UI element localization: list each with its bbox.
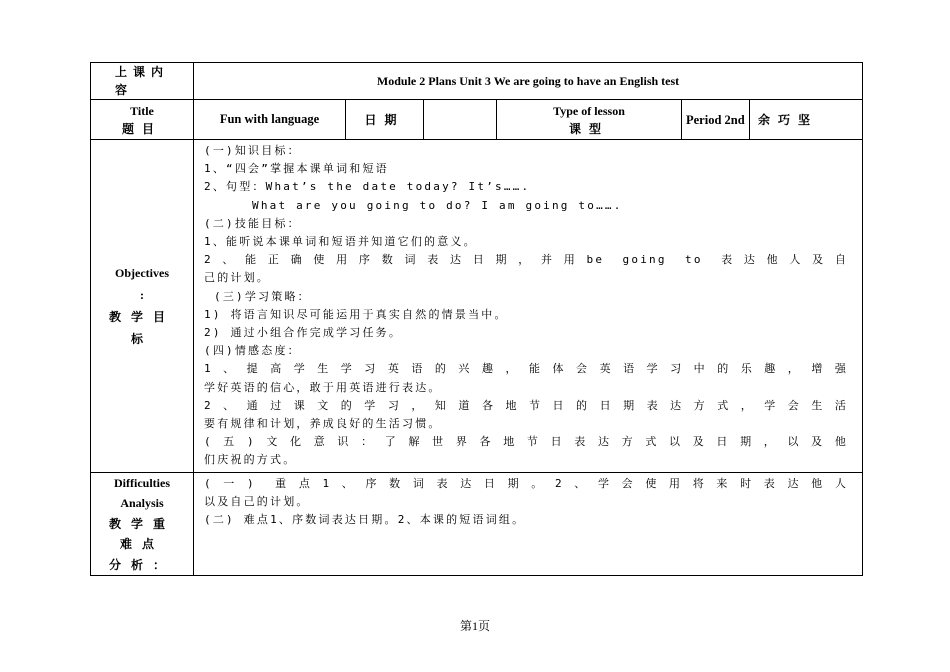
title-label-en: Title [130, 103, 154, 118]
lesson-type-cell [497, 100, 682, 140]
objective-line: 1、能听说本课单词和短语并知道它们的意义。 [204, 235, 477, 249]
difficulties-content [194, 472, 863, 576]
lesson-type-label-cn: 课型 [568, 121, 609, 136]
objective-line: 己的计划。 [204, 271, 270, 285]
objective-line: 1) 将语言知识尽可能运用于真实自然的情景当中。 [204, 307, 508, 321]
content-label: 上课内容 [115, 65, 170, 97]
teacher-name: 余巧坚 [750, 100, 863, 140]
objectives-label-cell [91, 140, 194, 473]
objective-line: (一)知识目标： [204, 144, 301, 157]
objective-line: 2、句型：What’s the date today? It’s……. [204, 180, 531, 194]
title-row [91, 100, 863, 140]
objective-line: 要有规律和计划，养成良好的生活习惯。 [204, 417, 442, 431]
header-row [91, 63, 863, 100]
difficulties-label-cell [91, 472, 194, 576]
objective-line: 2、通过课文的学习，知道各地节日的日期表达方式，学会生活 [204, 398, 849, 412]
objectives-content [194, 140, 863, 473]
objective-line: What are you going to do? I am going to……. [252, 198, 623, 212]
objectives-label-en: Objectives [115, 265, 169, 280]
objective-line: (五)文化意识：了解世界各地节日表达方式以及日期，以及他 [204, 435, 849, 449]
date-value [424, 100, 497, 140]
title-label-cn: 题目 [121, 121, 162, 136]
page-number: 第1页 [459, 619, 490, 633]
difficulties-row [91, 472, 863, 576]
objectives-label-colon: : [140, 287, 144, 302]
difficulties-label-cn-1: 教学重 [108, 516, 175, 531]
objective-line: (四)情感态度： [204, 344, 301, 358]
title-label-cell [91, 100, 194, 140]
objective-line: 1、“四会”掌握本课单词和短语 [204, 162, 389, 176]
difficulties-label-en-1: Difficulties [114, 475, 170, 490]
difficulties-label-cn-3: 分析： [108, 557, 175, 572]
objective-line: 们庆祝的方式。 [204, 453, 297, 467]
lesson-plan-table [90, 62, 863, 576]
difficulty-line: (一) 重点1、序数词表达日期。2、学会使用将来时表达他人 [204, 476, 849, 490]
lesson-type-label-en: Type of lesson [553, 103, 625, 118]
objectives-label-cn-2: 标 [130, 331, 153, 346]
difficulty-line: 以及自己的计划。 [204, 494, 310, 508]
period-value: Period 2nd [682, 100, 750, 140]
objectives-label-cn-1: 教学目 [108, 309, 175, 324]
objective-line: (二)技能目标： [204, 216, 301, 230]
difficulties-label-en-2: Analysis [120, 496, 164, 511]
lesson-title-value: Fun with language [194, 100, 346, 140]
module-title: Module 2 Plans Unit 3 We are going to have an English test [194, 63, 863, 100]
objectives-row [91, 140, 863, 473]
content-label-cell [91, 63, 194, 100]
objective-line: 学好英语的信心，敢于用英语进行表达。 [204, 380, 442, 394]
difficulty-line: (二) 难点1、序数词表达日期。2、本课的短语词组。 [204, 513, 526, 527]
objective-line: 2、能正确使用序数词表达日期，并用be going to 表达他人及自 [204, 253, 849, 267]
difficulties-label-cn-2: 难点 [119, 537, 164, 552]
objective-line: (三)学习策略： [214, 289, 311, 303]
objective-line: 1、提高学生学习英语的兴趣，能体会英语学习中的乐趣，增强 [204, 362, 849, 376]
objective-line: 2) 通过小组合作完成学习任务。 [204, 326, 403, 340]
date-label: 日期 [346, 100, 424, 140]
